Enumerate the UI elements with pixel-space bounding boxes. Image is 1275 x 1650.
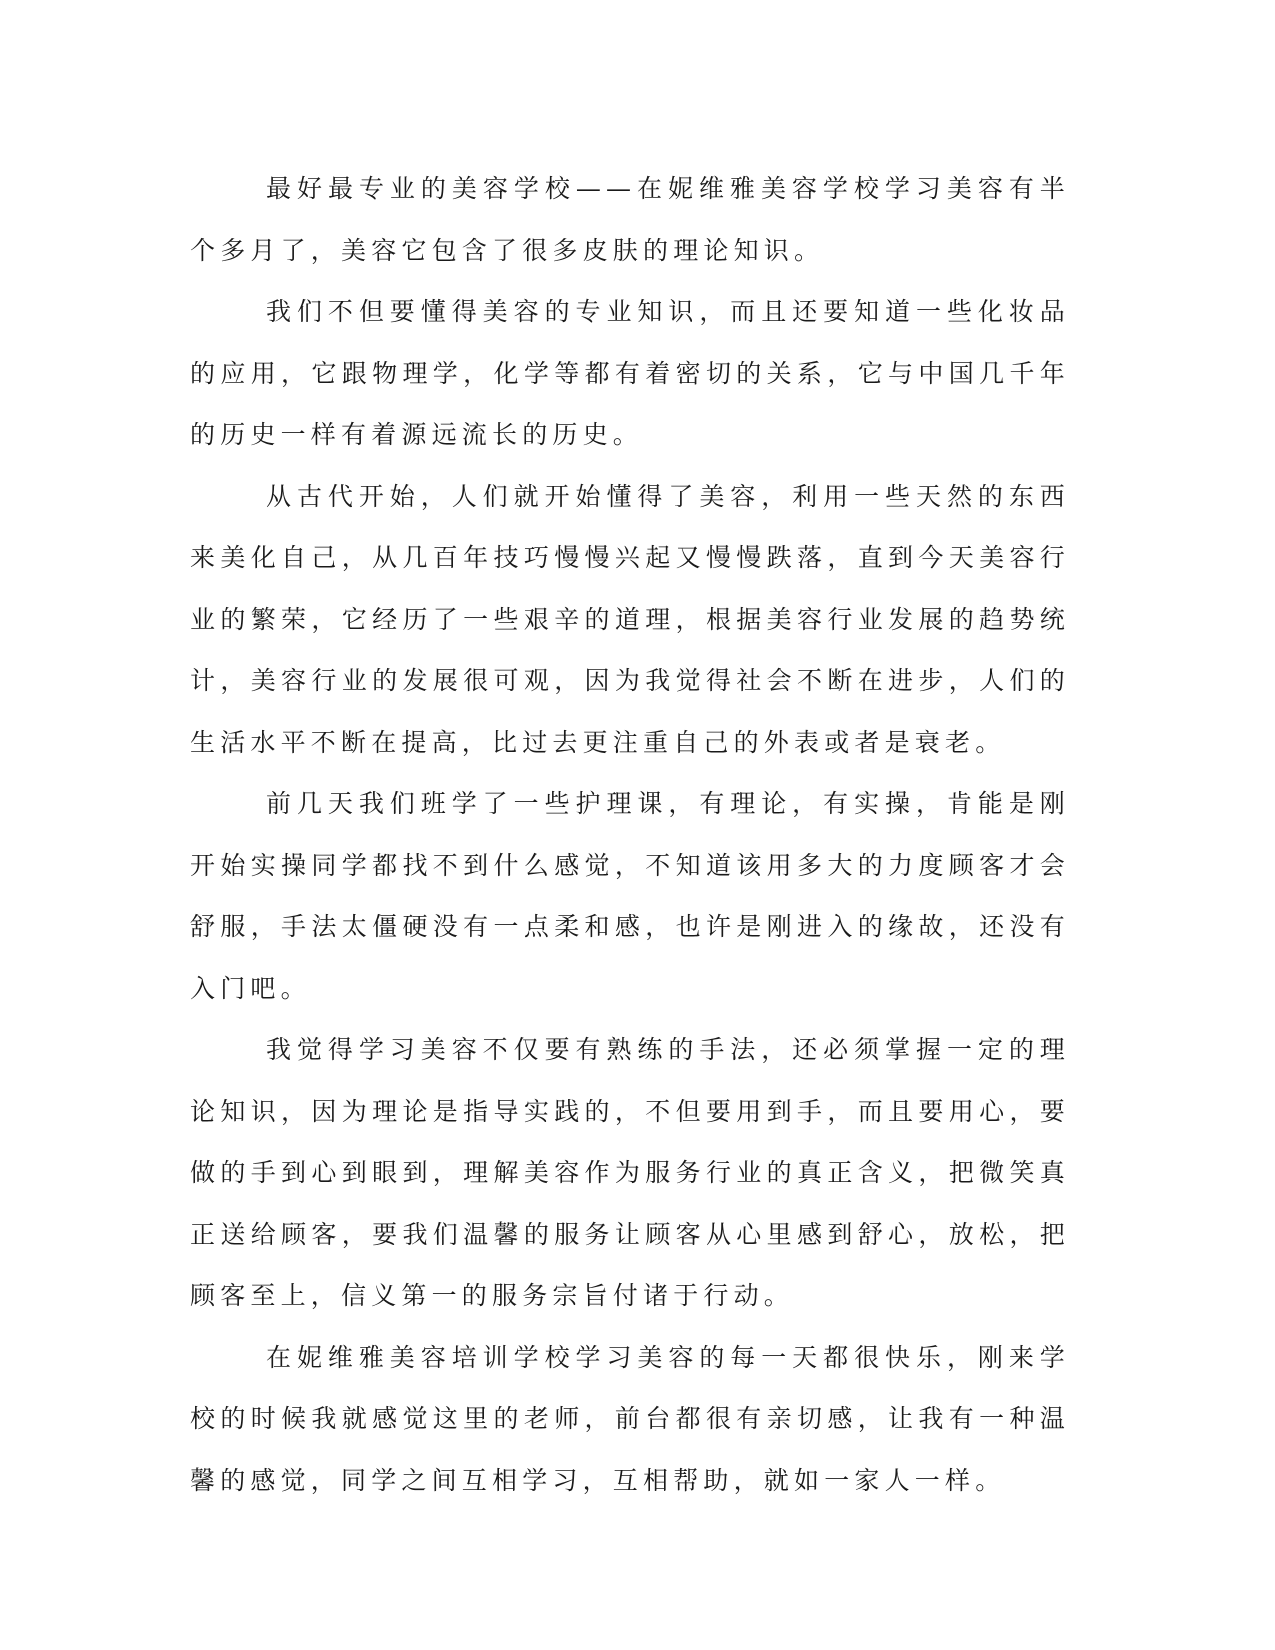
paragraph-6: 在妮维雅美容培训学校学习美容的每一天都很快乐，刚来学校的时候我就感觉这里的老师，前台都很有亲切感，让我有一种温馨的感觉，同学之间互相学习，互相帮助，就如一家人一样。 (190, 1342, 1070, 1495)
paragraph-5: 我觉得学习美容不仅要有熟练的手法，还必须掌握一定的理论知识，因为理论是指导实践的，不但要用到手，而且要用心，要做的手到心到眼到，理解美容作为服务行业的真正含义，把微笑真正送给顾客，要我们温馨的服务让顾客从心里感到舒心，放松，把顾客至上，信义第一的服务宗旨付诸于行动。 (190, 1035, 1070, 1310)
document-body (190, 158, 1070, 1511)
paragraph-4: 前几天我们班学了一些护理课，有理论，有实操，肯能是刚开始实操同学都找不到什么感觉，不知道该用多大的力度顾客才会舒服，手法太僵硬没有一点柔和感，也许是刚进入的缘故，还没有入门吧。 (190, 789, 1070, 1003)
paragraph-3: 从古代开始，人们就开始懂得了美容，利用一些天然的东西来美化自己，从几百年技巧慢慢兴起又慢慢跌落，直到今天美容行业的繁荣，它经历了一些艰辛的道理，根据美容行业发展的趋势统计，美容行业的发展很可观，因为我觉得社会不断在进步，人们的生活水平不断在提高，比过去更注重自己的外表或者是衰老。 (190, 481, 1070, 757)
paragraph-2: 我们不但要懂得美容的专业知识，而且还要知道一些化妆品的应用，它跟物理学，化学等都有着密切的关系，它与中国几千年的历史一样有着源远流长的历史。 (190, 297, 1070, 449)
paragraph-1: 最好最专业的美容学校——在妮维雅美容学校学习美容有半个多月了，美容它包含了很多皮肤的理论知识。 (190, 174, 1070, 265)
